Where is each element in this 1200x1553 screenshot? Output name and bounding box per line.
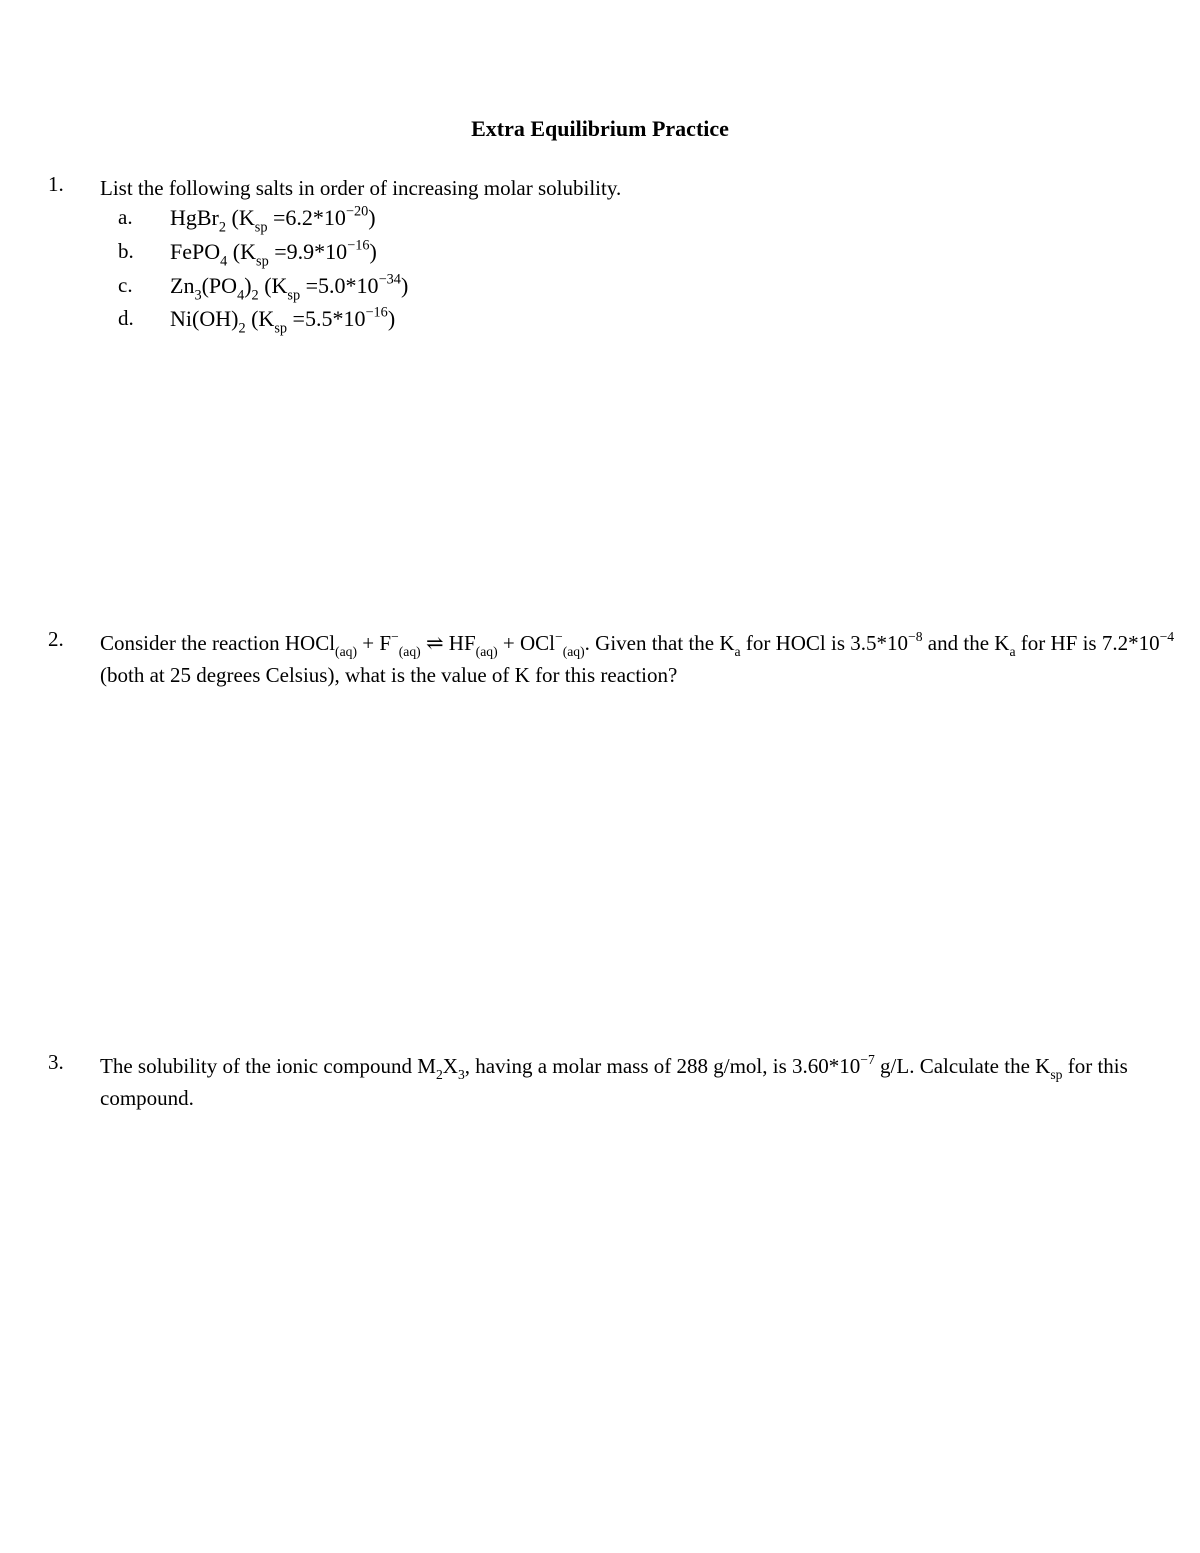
question-3-text: The solubility of the ionic compound $M_2X_3$, having a molar mass of 288 g/mol, is $3.60*10^{-7}$ g/L. Calculate the $K_{sp}$ for this compound. (100, 1052, 1128, 1110)
option-formula: FePO$_4$ $(K_{sp} =9.9*10^{-16})$ (170, 237, 377, 270)
option-d (0, 306, 600, 338)
question-2-text: Consider the reaction HOCl$_{(aq)}$ + $F^-_{(aq)}$ ⇌ $HF_{(aq)} + OCl^-_{(aq)}$. Given that the $K_a$ for HOCl is $3.5*10^{-8}$ and the $K_a$ for HF is $7.2*10^{-4}$ (both at 25 degrees Celsius), what is the value of K for this reaction? (100, 629, 1175, 687)
page-title: Extra Equilibrium Practice (471, 116, 729, 141)
option-letter: d. (118, 306, 134, 330)
option-letter: a. (118, 205, 133, 229)
question-1-number: 1. (48, 172, 64, 196)
option-a (0, 205, 600, 237)
option-formula: $Zn_3(PO_4)_2$ $(K_{sp} =5.0*10^{-34})$ (170, 271, 409, 304)
option-letter: b. (118, 239, 134, 263)
option-b (0, 239, 600, 271)
question-1-text: List the following salts in order of increasing molar solubility. (100, 176, 622, 200)
option-c (0, 273, 600, 305)
question-2-number: 2. (48, 627, 64, 651)
option-formula: HgBr$_2$ $(K_{sp} =6.2*10^{-20})$ (170, 203, 376, 236)
question-3-number: 3. (48, 1050, 64, 1074)
option-formula: $Ni(OH)_2$ $(K_{sp} =5.5*10^{-16})$ (170, 304, 396, 337)
option-letter: c. (118, 273, 133, 297)
